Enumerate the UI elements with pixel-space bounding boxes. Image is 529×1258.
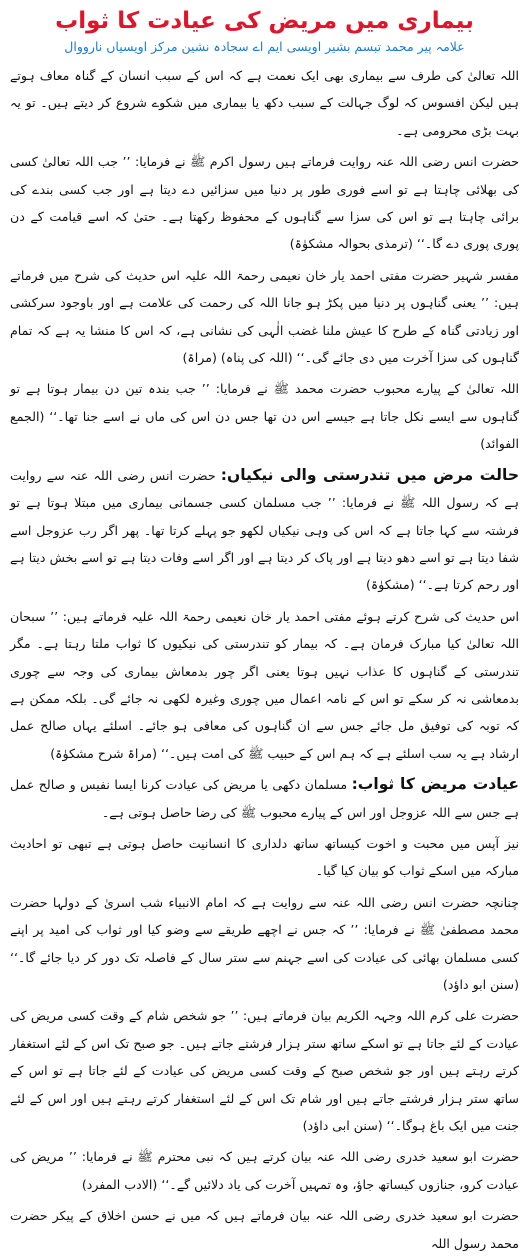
- section-heading: حالت مرض میں تندرستی والی نیکیاں:: [220, 465, 519, 484]
- paragraph-text: اللہ تعالیٰ کی طرف سے بیماری بھی ایک نعمت ہے کہ اس کے سبب انسان کے گناہ معاف ہوتے ہیں لیکن افسوس کہ لوگ جہالت کے سبب دکھ یا بیماری میں شکوے شروع کر دیتے ہیں۔ تو یہ بہت بڑی محرومی ہے۔: [10, 68, 519, 138]
- paragraph: [10, 830, 519, 885]
- paragraph: [10, 603, 519, 767]
- paragraph: [10, 889, 519, 999]
- paragraph: [10, 148, 519, 258]
- paragraph: [10, 1002, 519, 1139]
- paragraph-text: حضرت ابو سعید خدری رضی اللہ عنہ بیان کرتے ہیں کہ نبی محترم ﷺ نے فرمایا: ’’ مریض کی عیادت کرو، جنازوں کیساتھ جاؤ، وہ تمہیں آخرت کی یاد دلائیں گے۔‘‘ (الادب المفرد): [10, 1149, 519, 1192]
- paragraph-text: مسلمان دکھی یا مریض کی عیادت کرنا ایسا نفیس و صالح عمل ہے جس سے اللہ عزوجل اور اس کے پیارے محبوب ﷺ کی رضا حاصل ہوتی ہے۔: [10, 777, 519, 820]
- paragraph-with-heading: [10, 771, 519, 826]
- section-heading: عیادت مریض کا ثواب:: [351, 775, 519, 794]
- paragraph: [10, 62, 519, 144]
- paragraph-text: حضرت انس رضی اللہ عنہ سے روایت ہے کہ رسول اللہ ﷺ نے فرمایا: ’’ جب مسلمان کسی جسمانی بیماری میں مبتلا ہوتا ہے تو فرشتہ سے کہا جاتا ہے کہ اس کی وہی نیکیاں لکھو جو پہلے کرتا تھا۔ پھر اگر رب عزوجل اسے شفا دیتا ہے تو اسے دھو دیتا ہے اور پاک کر دیتا ہے اور اگر اسے وفات دیتا ہے تو اسے بخش دیتا ہے اور رحم کرتا ہے۔‘‘ (مشکوٰۃ): [10, 467, 519, 593]
- paragraph-text: حضرت انس رضی اللہ عنہ روایت فرماتے ہیں رسول اکرم ﷺ نے فرمایا: ’’ جب اللہ تعالیٰ کسی کی بھلائی چاہتا ہے تو اسے فوری طور پر دنیا میں سزائیں دے دیتا ہے اور جب کسی بندے کی برائی چاہتا ہے تو اس کی سزا سے گناہوں کے محفوظ رکھتا ہے۔ حتیٰ کہ اسے قیامت کے دن پوری پوری دے گا۔‘‘ (ترمذی بحوالہ مشکوٰۃ): [10, 154, 519, 252]
- paragraph: [10, 1202, 519, 1257]
- author-byline: علامہ پیر محمد تبسم بشیر اویسی ایم اے سجادہ نشین مرکز اویسیاں نارووال: [64, 39, 465, 54]
- paragraph-text: اللہ تعالیٰ کے پیارے محبوب حضرت محمد ﷺ نے فرمایا: ’’ جب بندہ تین دن بیمار ہوتا ہے تو گناہوں سے ایسے نکل جاتا ہے جیسے اس دن تھا جس دن اس کی ماں نے اسے جنا تھا۔‘‘ (الجمع الفوائد): [10, 381, 519, 452]
- paragraph-text: چنانچہ حضرت انس رضی اللہ عنہ سے روایت ہے کہ امام الانبیاء شب اسریٰ کے دولہا حضرت محمد مصطفیٰ ﷺ نے فرمایا: ’’ کہ جس نے اچھے طریقے سے وضو کیا اور ثواب کی امید پر اپنے کسی مسلمان بھائی کی عیادت کی اسے جہنم سے ستر سال کے فاصلہ تک دور کر دیا جائے گا۔‘‘ (سنن ابو داؤد): [10, 894, 519, 992]
- paragraph: [10, 375, 519, 457]
- paragraph-with-heading: [10, 462, 519, 599]
- paragraph: [10, 262, 519, 372]
- article-title: بیماری میں مریض کی عیادت کا ثواب: [55, 8, 474, 34]
- paragraph-text: مفسر شہیر حضرت مفتی احمد یار خان نعیمی رحمۃ اللہ علیہ اس حدیث کی شرح میں فرماتے ہیں: ’’ یعنی گناہوں پر دنیا میں پکڑ ہو جانا اللہ کی رحمت کی علامت ہے اور باوجود سرکشی اور زیادتی گناہ کے طرح کا عیش ملنا غضب الٰہی کی نشانی ہے، کہ اس کا منشا یہ ہے کہ تمام گناہوں کی سزا آخرت میں دی جائے گی۔‘‘ (اللہ کی پناہ) (مراۃ): [10, 267, 519, 366]
- paragraph-text: حضرت ابو سعید خدری رضی اللہ عنہ بیان فرماتے ہیں کہ میں نے حسن اخلاق کے پیکر حضرت محمد رسول اللہ: [10, 1208, 519, 1251]
- paragraph-text: اس حدیث کی شرح کرتے ہوئے مفتی احمد یار خان نعیمی رحمۃ اللہ علیہ فرماتے ہیں: ’’ سبحان اللہ تعالیٰ کیا مبارک فرمان ہے۔ کہ بیمار کو تندرستی کی نیکیوں کا ثواب ملتا رہتا ہے۔ مگر تندرستی کے گناہوں کا عذاب نہیں ہوتا یعنی اگر چور بدمعاش بیماری کی وجہ سے چوری بدمعاشی نہ کر سکے تو اس کے نامہ اعمال میں چوری وغیرہ لکھی نہ جائے گی۔ بلکہ ممکن ہے کہ توبہ کی توفیق مل جائے جس سے ان گناہوں کی معافی ہو جائے۔ اسلئے یہاں صالح عمل ارشاد ہے یہ سب اسلئے ہے کہ ہم اس کے حبیب ﷺ کی امت ہیں۔‘‘ (مراۃ شرح مشکوٰۃ): [10, 608, 519, 761]
- paragraph-text: حضرت علی کرم اللہ وجہہ الکریم بیان فرماتے ہیں: ’’ جو شخص شام کے وقت کسی مریض کی عیادت کے لئے جاتا ہے تو اسکے ساتھ ستر ہزار فرشتے جاتے ہیں۔ جو صبح تک اس کے لئے استغفار کرتے رہتے ہیں اور جو شخص صبح کے وقت کسی مریض کی عیادت کے لئے جاتا ہے تو اس کے ساتھ ستر ہزار فرشتے جاتے ہیں اور شام تک اس کے لئے استغفار کرتے رہتے ہیں اور اس کے لئے جنت میں ایک باغ ہوگا۔‘‘ (سنن ابی داؤد): [10, 1008, 519, 1134]
- paragraph-text: نیز آپس میں محبت و اخوت کیساتھ ساتھ دلداری کا انسانیت حاصل ہوتی ہے تبھی تو احادیث مبارکہ میں اسکے ثواب کو بیان کیا گیا۔: [10, 835, 519, 879]
- paragraph: [10, 1143, 519, 1198]
